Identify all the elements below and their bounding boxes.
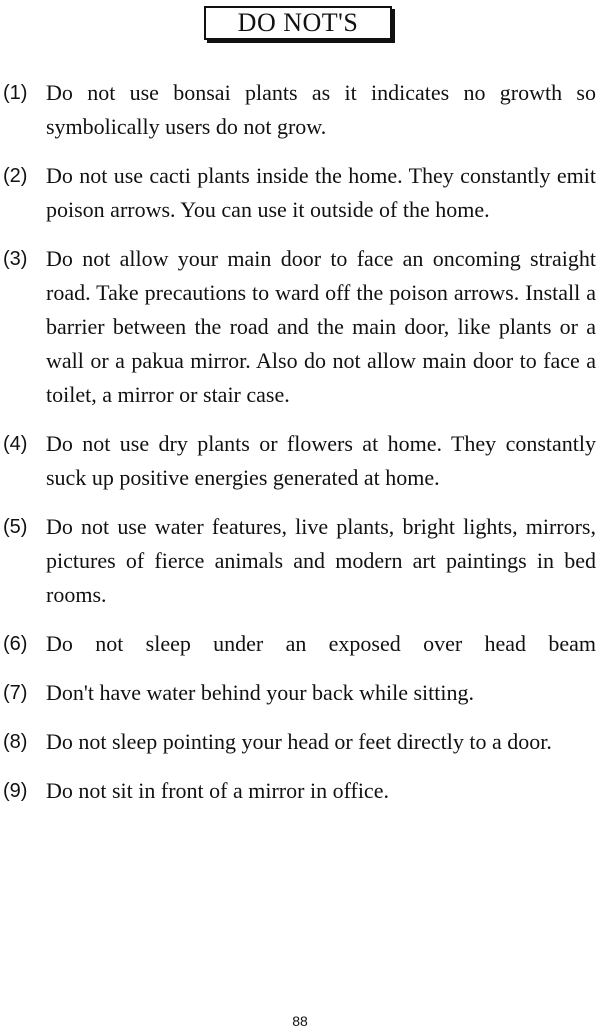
list-item-number: (1): [3, 82, 28, 104]
list-item-text: Don't have water behind your back while sitting.: [46, 680, 474, 705]
page-number: 88: [292, 1013, 308, 1029]
list-item: [0, 725, 600, 759]
list-item: [0, 159, 600, 227]
list-item-number: (8): [3, 731, 28, 753]
list-item: [0, 427, 600, 495]
list-item-number: (4): [3, 433, 28, 455]
page-title-box: [204, 6, 392, 40]
list-item: [0, 676, 600, 710]
list-item-text: Do not sit in front of a mirror in office.: [46, 778, 389, 803]
list-item-text: Do not use dry plants or flowers at home. They constantly suck up positive energies generated at home.: [46, 431, 596, 490]
list-item-text: Do not use cacti plants inside the home. They constantly emit poison arrows. You can use it outside of the home.: [46, 163, 596, 222]
list-item-text: Do not sleep pointing your head or feet directly to a door.: [46, 729, 552, 754]
list-item-number: (9): [3, 780, 28, 802]
rules-list: [0, 76, 600, 823]
list-item-number: (3): [3, 248, 28, 270]
list-item: [0, 627, 600, 661]
list-item: [0, 242, 600, 412]
list-item-number: (2): [3, 165, 28, 187]
list-item-text: Do not use water features, live plants, bright lights, mirrors, pictures of fierce animals and modern art paintings in bed rooms.: [46, 514, 596, 607]
list-item: [0, 76, 600, 144]
list-item-number: (6): [3, 633, 28, 655]
list-item: [0, 774, 600, 808]
list-item-number: (5): [3, 516, 28, 538]
list-item-number: (7): [3, 682, 28, 704]
list-item: [0, 510, 600, 612]
list-item-text: Do not allow your main door to face an oncoming straight road. Take precautions to ward off the poison arrows. Install a barrier between the road and the main door, like plants or a wall or a pakua mirror. Also do not allow main door to face a toilet, a mirror or stair case.: [46, 246, 596, 407]
list-item-text: Do not use bonsai plants as it indicates no growth so symbolically users do not grow.: [46, 80, 596, 139]
list-item-text: Do not sleep under an exposed over head beam: [46, 631, 596, 656]
page-title: DO NOT'S: [237, 8, 359, 37]
